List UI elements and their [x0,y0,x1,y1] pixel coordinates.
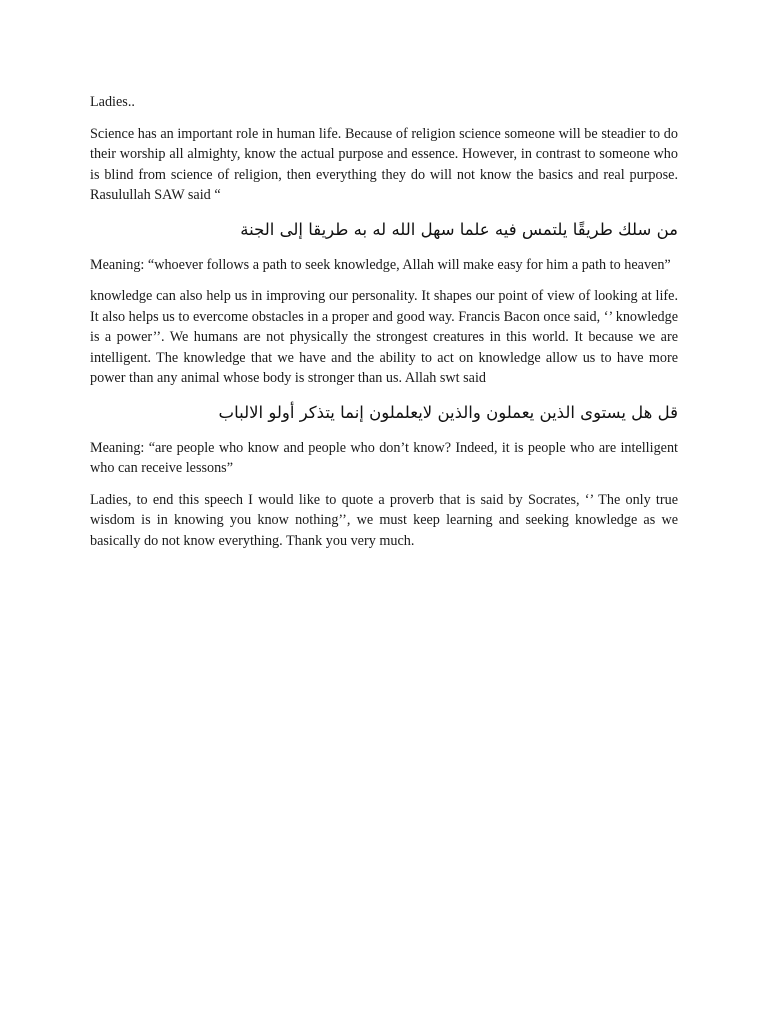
meaning-verse: Meaning: “are people who know and people who don’t know? Indeed, it is people who are intelligent who can receive lessons” [90,439,678,476]
arabic-verse: قل هل يستوى الذين يعملون والذين لايعلملون إنما يتذكر أولو الالباب [218,402,678,422]
paragraph-knowledge: knowledge can also help us in improving our personality. It shapes our point of view of looking at life. It also helps us to evercome obstacles in a proper and good way. Francis Bacon once said, ‘’ knowledge is a power’’. We humans are not physically the strongest creatures in this world. It because we are intelligent. The knowledge that we have and the ability to act on knowledge allow us to have more power than any animal whose body is stronger than us. Allah swt said [90,288,678,386]
arabic-hadith: من سلك طريقًا يلتمس فيه علما سهل الله له به طريقا إلى الجنة [240,219,678,239]
meaning-hadith: Meaning: “whoever follows a path to seek knowledge, Allah will make easy for him a path to heaven” [90,256,671,273]
paragraph-science: Science has an important role in human life. Because of religion science someone will be steadier to do their worship all almighty, know the actual purpose and essence. However, in contrast to someone who is blind from science of religion, then everything they do will not know the basics and real purpose. Rasulullah SAW said “ [90,125,678,203]
paragraph-closing: Ladies, to end this speech I would like to quote a proverb that is said by Socrates, ‘’ The only true wisdom is in knowing you know nothing’’, we must keep learning and seeking knowledge as we basically do not know everything. Thank you very much. [90,491,678,549]
document-page [90,92,678,562]
greeting-text: Ladies.. [90,94,135,110]
